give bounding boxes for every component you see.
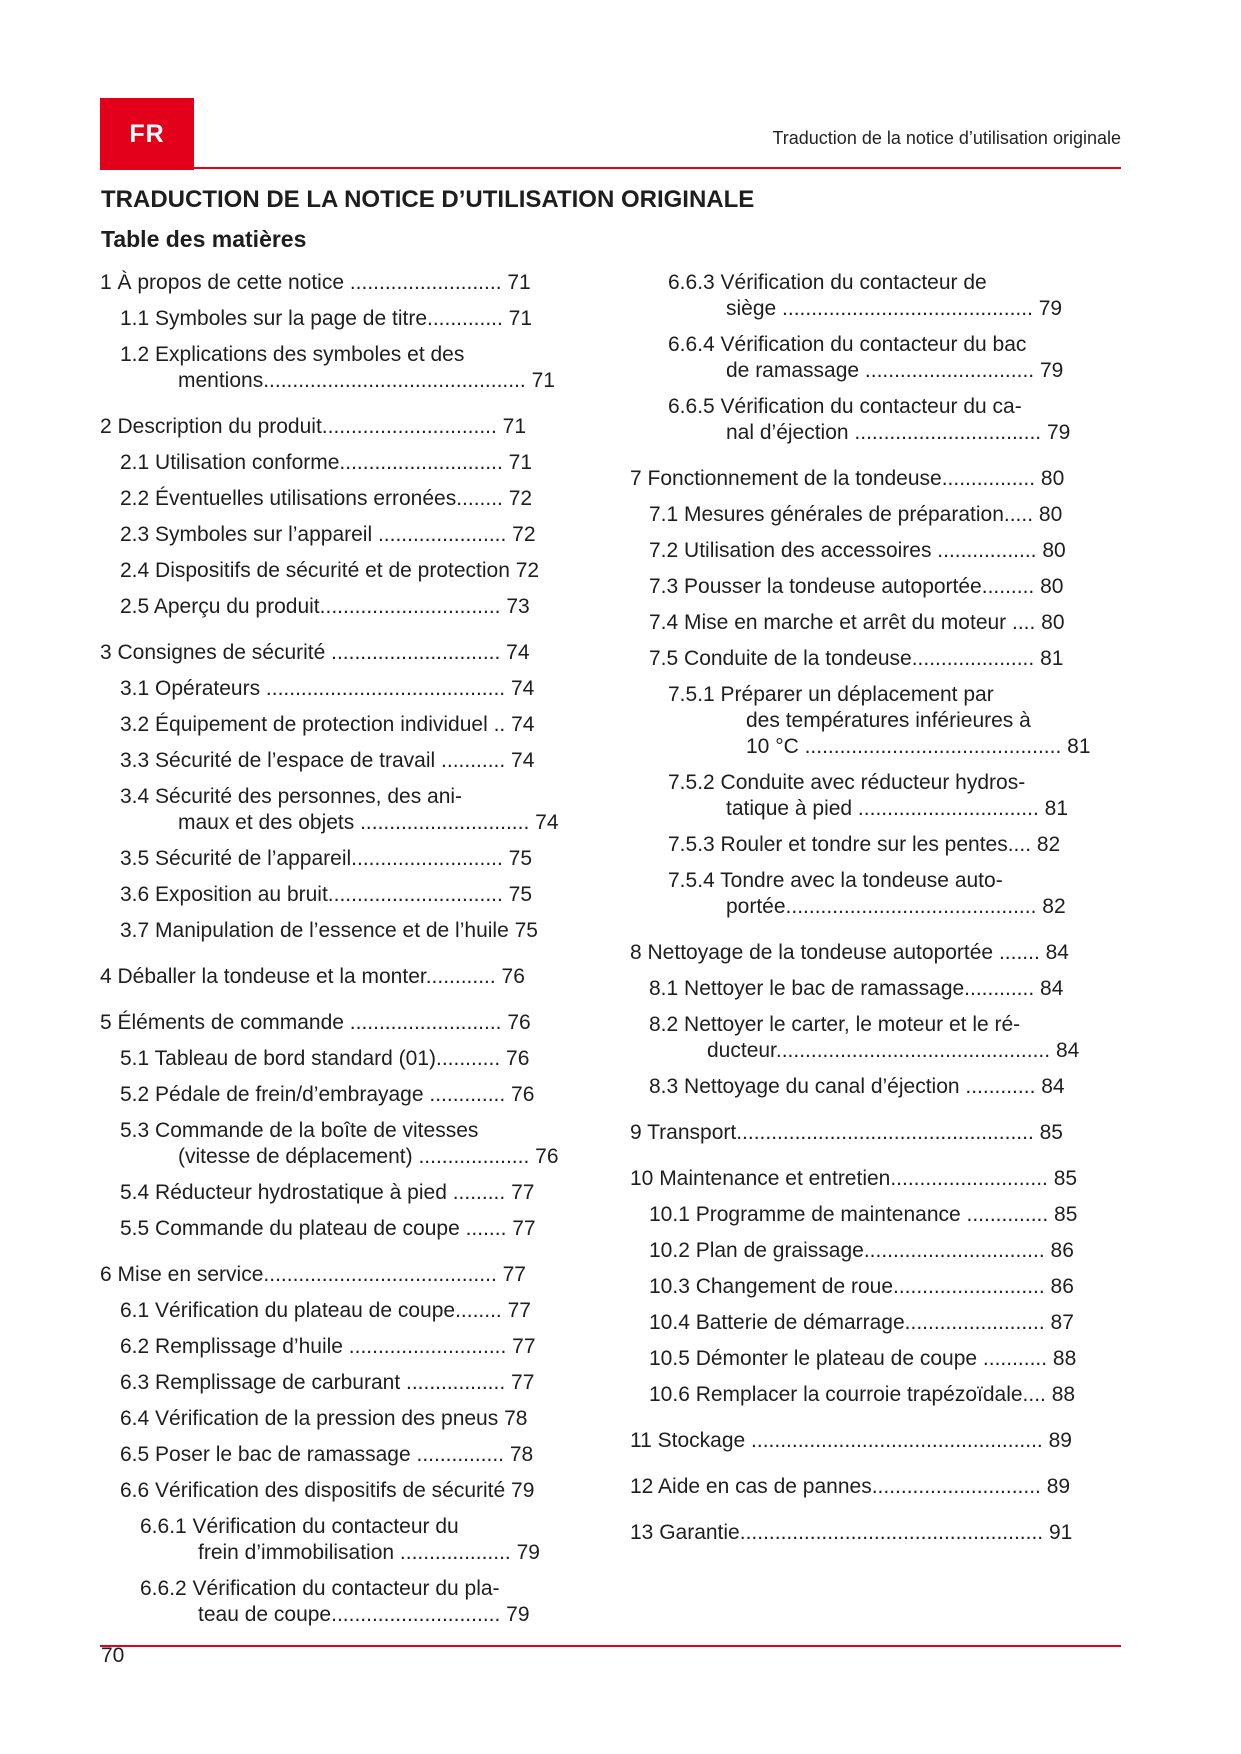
- header-subtitle: Traduction de la notice d’utilisation originale: [772, 128, 1121, 148]
- toc-entry[interactable]: 10.5 Démonter le plateau de coupe ........... 88: [649, 1347, 1077, 1370]
- toc-entry-line: 5.3 Commande de la boîte de vitesses: [120, 1119, 479, 1142]
- toc-entry[interactable]: 6.2 Remplissage d’huile ........................... 77: [120, 1335, 536, 1358]
- toc-entry-line: portée........................................... 82: [726, 895, 1066, 918]
- toc-entry[interactable]: 7.3 Pousser la tondeuse autoportée......... 80: [649, 575, 1064, 598]
- toc-entry-line: 3.4 Sécurité des personnes, des ani-: [120, 785, 463, 808]
- toc-entry[interactable]: 10.2 Plan de graissage............................... 86: [649, 1239, 1074, 1262]
- toc-entry[interactable]: 5.2 Pédale de frein/d’embrayage ............. 76: [120, 1083, 535, 1106]
- toc-entry[interactable]: [630, 332, 1120, 384]
- toc-entry[interactable]: 6.5 Poser le bac de ramassage ............... 78: [120, 1443, 534, 1466]
- toc-entry[interactable]: 3.3 Sécurité de l’espace de travail ........... 74: [120, 749, 535, 772]
- toc-entry-line: 7.5.4 Tondre avec la tondeuse auto-: [668, 869, 1003, 892]
- toc-entry-line: teau de coupe............................. 79: [198, 1603, 530, 1626]
- toc-entry[interactable]: 7 Fonctionnement de la tondeuse................ 80: [630, 467, 1065, 490]
- toc-entry-line: 6.6.1 Vérification du contacteur du: [140, 1515, 459, 1538]
- toc-entry[interactable]: 3.7 Manipulation de l’essence et de l’huile 75: [120, 919, 538, 942]
- toc-entry[interactable]: 3.1 Opérateurs ......................................... 74: [120, 677, 535, 700]
- toc-entry-line: 8.2 Nettoyer le carter, le moteur et le ré-: [649, 1013, 1021, 1036]
- toc-entry[interactable]: [630, 270, 1120, 322]
- toc-entry[interactable]: 12 Aide en cas de pannes............................. 89: [630, 1475, 1071, 1498]
- toc-entry-line: 6.6.5 Vérification du contacteur du ca-: [668, 395, 1022, 418]
- toc-entry[interactable]: 6.3 Remplissage de carburant ................. 77: [120, 1371, 535, 1394]
- toc-entry[interactable]: 4 Déballer la tondeuse et la monter............ 76: [100, 965, 525, 988]
- toc-entry[interactable]: 2 Description du produit.............................. 71: [100, 415, 527, 438]
- toc-entry[interactable]: 8.1 Nettoyer le bac de ramassage............ 84: [649, 977, 1064, 1000]
- toc-entry[interactable]: 2.4 Dispositifs de sécurité et de protection 72: [120, 559, 540, 582]
- toc-entry[interactable]: 7.4 Mise en marche et arrêt du moteur .... 80: [649, 611, 1065, 634]
- toc-entry[interactable]: 7.5.3 Rouler et tondre sur les pentes.... 82: [668, 833, 1061, 856]
- toc-entry-line: 10 °C ............................................ 81: [746, 735, 1091, 758]
- toc-entry[interactable]: 10.6 Remplacer la courroie trapézoïdale.... 88: [649, 1383, 1076, 1406]
- toc-entry[interactable]: 6.6 Vérification des dispositifs de sécurité 79: [120, 1479, 535, 1502]
- toc-entry[interactable]: 3 Consignes de sécurité ............................. 74: [100, 641, 530, 664]
- toc-heading: Table des matières: [101, 226, 307, 252]
- toc-entry[interactable]: 3.2 Équipement de protection individuel .. 74: [120, 713, 535, 736]
- toc-entry[interactable]: 13 Garantie.................................................... 91: [630, 1521, 1073, 1544]
- toc-entry-line: ducteur............................................... 84: [707, 1039, 1080, 1062]
- toc-entry[interactable]: 1 À propos de cette notice .......................... 71: [100, 271, 531, 294]
- header-rule: [100, 167, 1121, 169]
- toc-entry[interactable]: 6.1 Vérification du plateau de coupe........ 77: [120, 1299, 531, 1322]
- language-badge: FR: [100, 98, 194, 170]
- toc-entry-line: nal d’éjection ................................ 79: [726, 421, 1071, 444]
- toc-entry[interactable]: 2.3 Symboles sur l’appareil ...................... 72: [120, 523, 536, 546]
- toc-entry-line: 6.6.4 Vérification du contacteur du bac: [668, 333, 1027, 356]
- toc-entry-line: tatique à pied ............................... 81: [726, 797, 1068, 820]
- toc-entry[interactable]: [630, 1012, 1120, 1064]
- toc-entry[interactable]: 5 Éléments de commande .......................... 76: [100, 1011, 531, 1034]
- toc-entry[interactable]: 2.2 Éventuelles utilisations erronées........ 72: [120, 487, 533, 510]
- toc-entry-line: de ramassage ............................. 79: [726, 359, 1064, 382]
- toc-entry[interactable]: 8.3 Nettoyage du canal d’éjection ............ 84: [649, 1075, 1065, 1098]
- toc-entry[interactable]: 7.5 Conduite de la tondeuse..................... 81: [649, 647, 1064, 670]
- toc-entry[interactable]: 7.1 Mesures générales de préparation..... 80: [649, 503, 1063, 526]
- toc-entry-line: siège ........................................... 79: [726, 297, 1063, 320]
- toc-entry[interactable]: [100, 1576, 600, 1628]
- toc-entry[interactable]: 3.6 Exposition au bruit.............................. 75: [120, 883, 533, 906]
- toc-column-left: [100, 270, 600, 1638]
- toc-entry[interactable]: 11 Stockage .................................................. 89: [630, 1429, 1072, 1452]
- toc-entry[interactable]: [630, 682, 1120, 760]
- toc-entry-line: frein d’immobilisation ................... 79: [198, 1541, 540, 1564]
- toc-entry[interactable]: 8 Nettoyage de la tondeuse autoportée ....... 84: [630, 941, 1069, 964]
- toc-entry-line: 7.5.1 Préparer un déplacement par: [668, 683, 994, 706]
- toc-entry[interactable]: [630, 770, 1120, 822]
- page-number: 70: [101, 1644, 125, 1667]
- toc-entry[interactable]: 10.1 Programme de maintenance .............. 85: [649, 1203, 1078, 1226]
- toc-entry[interactable]: 5.4 Réducteur hydrostatique à pied ......... 77: [120, 1181, 535, 1204]
- toc-entry-line: (vitesse de déplacement) ................... 76: [178, 1145, 559, 1168]
- toc-entry[interactable]: 3.5 Sécurité de l’appareil.......................... 75: [120, 847, 533, 870]
- toc-entry-line: 7.5.2 Conduite avec réducteur hydros-: [668, 771, 1026, 794]
- toc-entry[interactable]: [100, 1514, 600, 1566]
- toc-column-right: [630, 270, 1120, 1556]
- toc-entry[interactable]: 5.1 Tableau de bord standard (01)........... 76: [120, 1047, 530, 1070]
- toc-entry[interactable]: 2.5 Aperçu du produit............................... 73: [120, 595, 530, 618]
- toc-entry-line: 1.2 Explications des symboles et des: [120, 343, 465, 366]
- toc-entry[interactable]: 5.5 Commande du plateau de coupe ....... 77: [120, 1217, 536, 1240]
- toc-entry[interactable]: 10.4 Batterie de démarrage........................ 87: [649, 1311, 1074, 1334]
- footer-rule: [100, 1645, 1121, 1647]
- toc-entry-line: maux et des objets ............................. 74: [178, 811, 559, 834]
- toc-entry[interactable]: 10.3 Changement de roue.......................... 86: [649, 1275, 1074, 1298]
- toc-entry[interactable]: [100, 342, 600, 394]
- toc-entry[interactable]: [100, 1118, 600, 1170]
- toc-entry[interactable]: [630, 394, 1120, 446]
- toc-entry[interactable]: 10 Maintenance et entretien........................... 85: [630, 1167, 1078, 1190]
- toc-entry-line: 6.6.2 Vérification du contacteur du pla-: [140, 1577, 500, 1600]
- toc-entry[interactable]: 1.1 Symboles sur la page de titre............. 71: [120, 307, 533, 330]
- toc-entry[interactable]: [100, 784, 600, 836]
- toc-entry-line: des températures inférieures à: [746, 709, 1031, 732]
- toc-entry-line: 6.6.3 Vérification du contacteur de: [668, 271, 987, 294]
- toc-entry[interactable]: 6 Mise en service........................................ 77: [100, 1263, 526, 1286]
- toc-entry[interactable]: [630, 868, 1120, 920]
- toc-entry[interactable]: 9 Transport................................................... 85: [630, 1121, 1063, 1144]
- document-title: TRADUCTION DE LA NOTICE D’UTILISATION ORIGINALE: [101, 186, 755, 213]
- toc-entry[interactable]: 2.1 Utilisation conforme............................ 71: [120, 451, 532, 474]
- toc-entry-line: mentions............................................. 71: [178, 369, 555, 392]
- toc-entry[interactable]: 6.4 Vérification de la pression des pneus 78: [120, 1407, 528, 1430]
- toc-entry[interactable]: 7.2 Utilisation des accessoires ................. 80: [649, 539, 1066, 562]
